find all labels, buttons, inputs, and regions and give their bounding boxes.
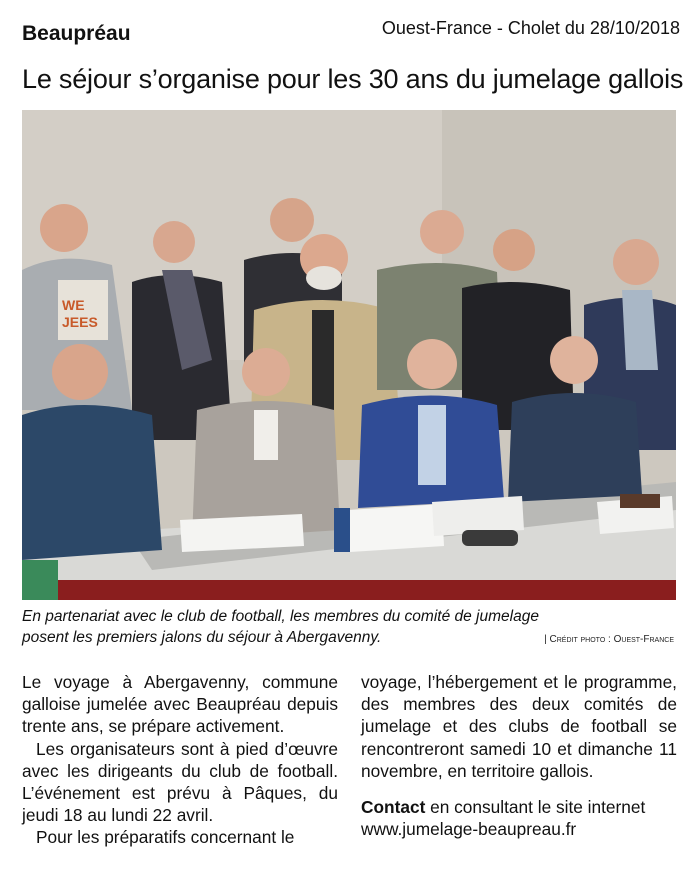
caption-line-2: posent les premiers jalons du séjour à Abergavenny. bbox=[22, 629, 382, 646]
caption-line-1: En partenariat avec le club de football, les membres du comité de jumelage bbox=[22, 608, 539, 625]
article-paragraph: Pour les préparatifs concernant le bbox=[36, 827, 295, 848]
article-paragraph: voyage, l’hébergement et le programme, des membres des deux comités de jumelage et des clubs de football se rencontreront samedi 10 et dimanche 11 novembre, en territoire gallois. bbox=[361, 672, 677, 781]
article-paragraph: Les organisateurs sont à pied d’œuvre avec les dirigeants du club de football. L’événement est prévu à Pâques, du jeudi 18 au lundi 22 avril. bbox=[22, 738, 338, 826]
group-photo-illustration bbox=[22, 110, 676, 600]
article-column-1 bbox=[22, 671, 338, 849]
article-paragraph: Le voyage à Abergavenny, commune galloise jumelée avec Beaupréau depuis trente ans, se prépare activement. bbox=[22, 672, 338, 737]
shirt-print-2: JEES bbox=[62, 314, 98, 330]
group-photo bbox=[22, 110, 676, 600]
shirt-print: WE bbox=[62, 297, 85, 313]
publication-source: Ouest-France - Cholet du 28/10/2018 bbox=[381, 18, 680, 38]
article-column-2 bbox=[361, 671, 677, 840]
contact-line bbox=[361, 796, 677, 818]
photo-credit bbox=[544, 634, 674, 645]
article-headline: Le séjour s’organise pour les 30 ans du jumelage gallois bbox=[22, 64, 684, 94]
section-title: Beaupréau bbox=[22, 22, 131, 45]
contact-label: Contact bbox=[361, 797, 426, 818]
contact-text: en consultant le site internet bbox=[425, 797, 646, 818]
credit-prefix: | Crédit photo : bbox=[544, 634, 614, 645]
credit-source: Ouest-France bbox=[613, 634, 674, 645]
contact-url[interactable]: www.jumelage-beaupreau.fr bbox=[361, 819, 577, 840]
